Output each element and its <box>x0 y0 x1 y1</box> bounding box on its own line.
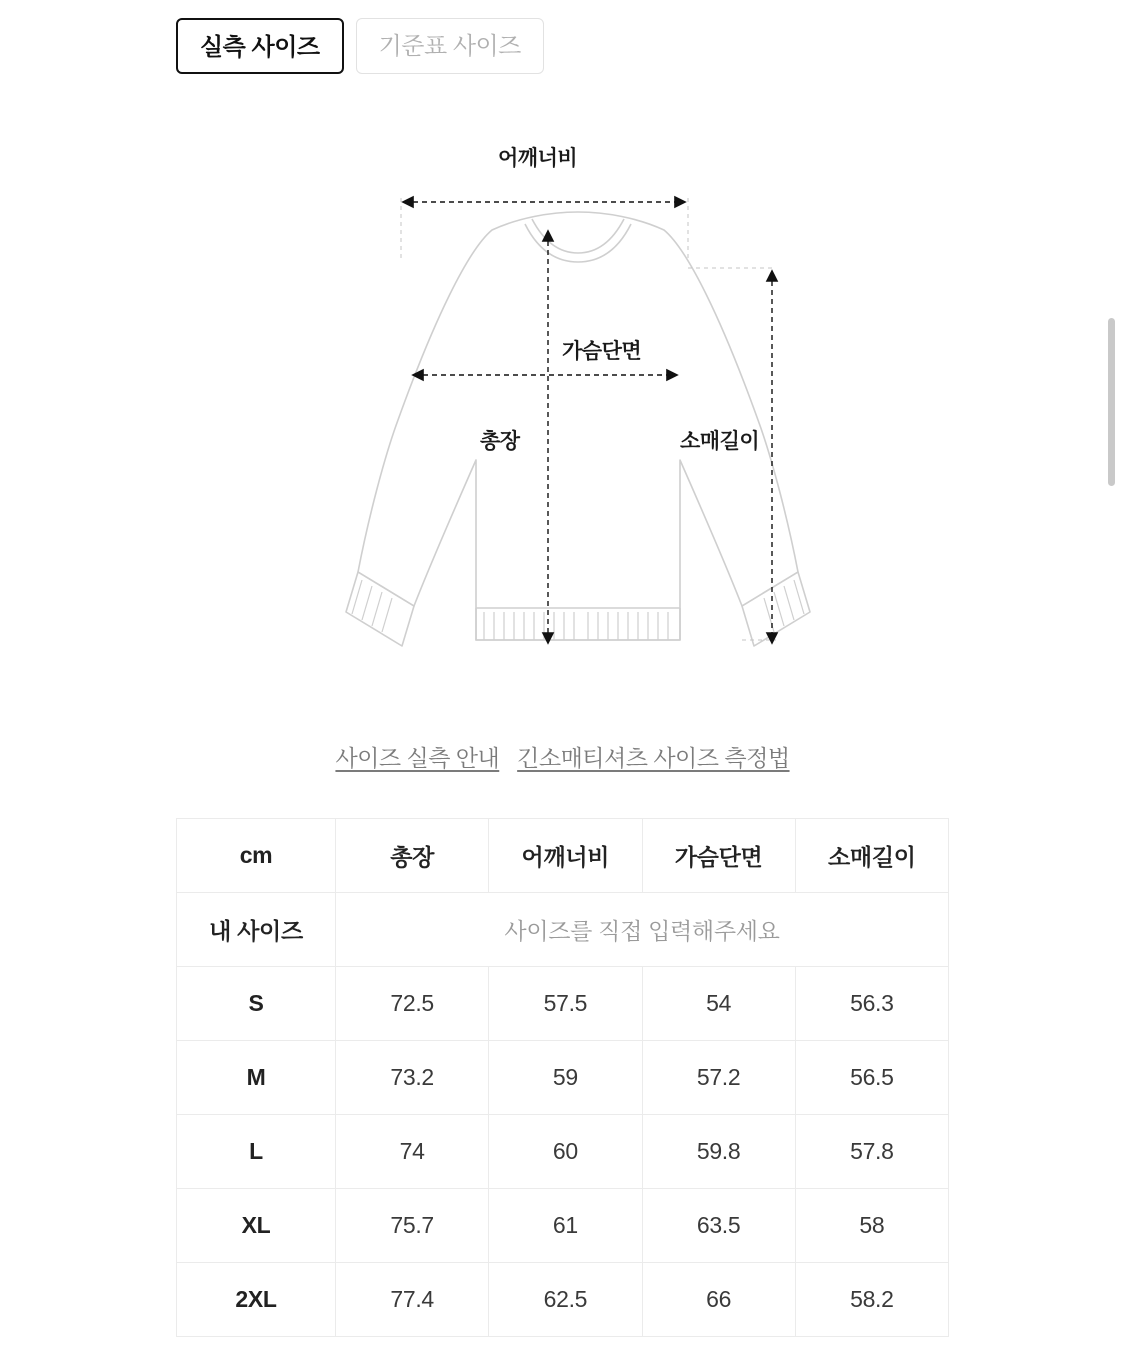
cell-xl-total-length: 75.7 <box>336 1189 489 1263</box>
cell-xl-chest: 63.5 <box>642 1189 795 1263</box>
size-mode-tabs[interactable] <box>176 18 544 74</box>
link-size-measure-guide[interactable]: 사이즈 실측 안내 <box>335 745 500 771</box>
diagram-label-chest: 가슴단면 <box>562 340 642 363</box>
size-help-links <box>0 740 1125 773</box>
cell-2xl-sleeve: 58.2 <box>795 1263 948 1337</box>
cell-m-chest: 57.2 <box>642 1041 795 1115</box>
header-chest: 가슴단면 <box>642 819 795 893</box>
cell-m-total-length: 73.2 <box>336 1041 489 1115</box>
table-header-row <box>177 819 949 893</box>
table-row-my-size[interactable] <box>177 893 949 967</box>
size-diagram <box>176 120 966 690</box>
row-size-l: L <box>177 1115 336 1189</box>
garment-illustration-svg <box>176 120 966 690</box>
diagram-label-sleeve: 소매길이 <box>680 430 760 453</box>
my-size-input[interactable]: 사이즈를 직접 입력해주세요 <box>336 893 949 967</box>
page-scrollbar-track[interactable] <box>1107 0 1115 1357</box>
header-total-length: 총장 <box>336 819 489 893</box>
tab-standard-size[interactable]: 기준표 사이즈 <box>356 18 544 74</box>
cell-l-shoulder: 60 <box>489 1115 642 1189</box>
cell-2xl-total-length: 77.4 <box>336 1263 489 1337</box>
cell-l-total-length: 74 <box>336 1115 489 1189</box>
my-size-label: 내 사이즈 <box>177 893 336 967</box>
cell-2xl-shoulder: 62.5 <box>489 1263 642 1337</box>
table-row <box>177 1189 949 1263</box>
cell-m-sleeve: 56.5 <box>795 1041 948 1115</box>
tab-actual-size[interactable]: 실측 사이즈 <box>176 18 344 74</box>
cell-l-sleeve: 57.8 <box>795 1115 948 1189</box>
cell-s-sleeve: 56.3 <box>795 967 948 1041</box>
header-shoulder: 어깨너비 <box>489 819 642 893</box>
page-scrollbar-thumb[interactable] <box>1108 318 1115 486</box>
header-sleeve: 소매길이 <box>795 819 948 893</box>
row-size-m: M <box>177 1041 336 1115</box>
row-size-xl: XL <box>177 1189 336 1263</box>
row-size-s: S <box>177 967 336 1041</box>
row-size-2xl: 2XL <box>177 1263 336 1337</box>
cell-xl-sleeve: 58 <box>795 1189 948 1263</box>
table-row <box>177 1263 949 1337</box>
cell-l-chest: 59.8 <box>642 1115 795 1189</box>
cell-s-chest: 54 <box>642 967 795 1041</box>
cell-s-total-length: 72.5 <box>336 967 489 1041</box>
cell-xl-shoulder: 61 <box>489 1189 642 1263</box>
table-row <box>177 967 949 1041</box>
header-unit: cm <box>177 819 336 893</box>
cell-m-shoulder: 59 <box>489 1041 642 1115</box>
table-row <box>177 1041 949 1115</box>
link-longsleeve-measure-method[interactable]: 긴소매티셔츠 사이즈 측정법 <box>517 745 790 771</box>
diagram-label-shoulder: 어깨너비 <box>498 147 578 170</box>
cell-2xl-chest: 66 <box>642 1263 795 1337</box>
diagram-label-total-length: 총장 <box>480 430 520 453</box>
size-table <box>176 818 949 1337</box>
table-row <box>177 1115 949 1189</box>
cell-s-shoulder: 57.5 <box>489 967 642 1041</box>
